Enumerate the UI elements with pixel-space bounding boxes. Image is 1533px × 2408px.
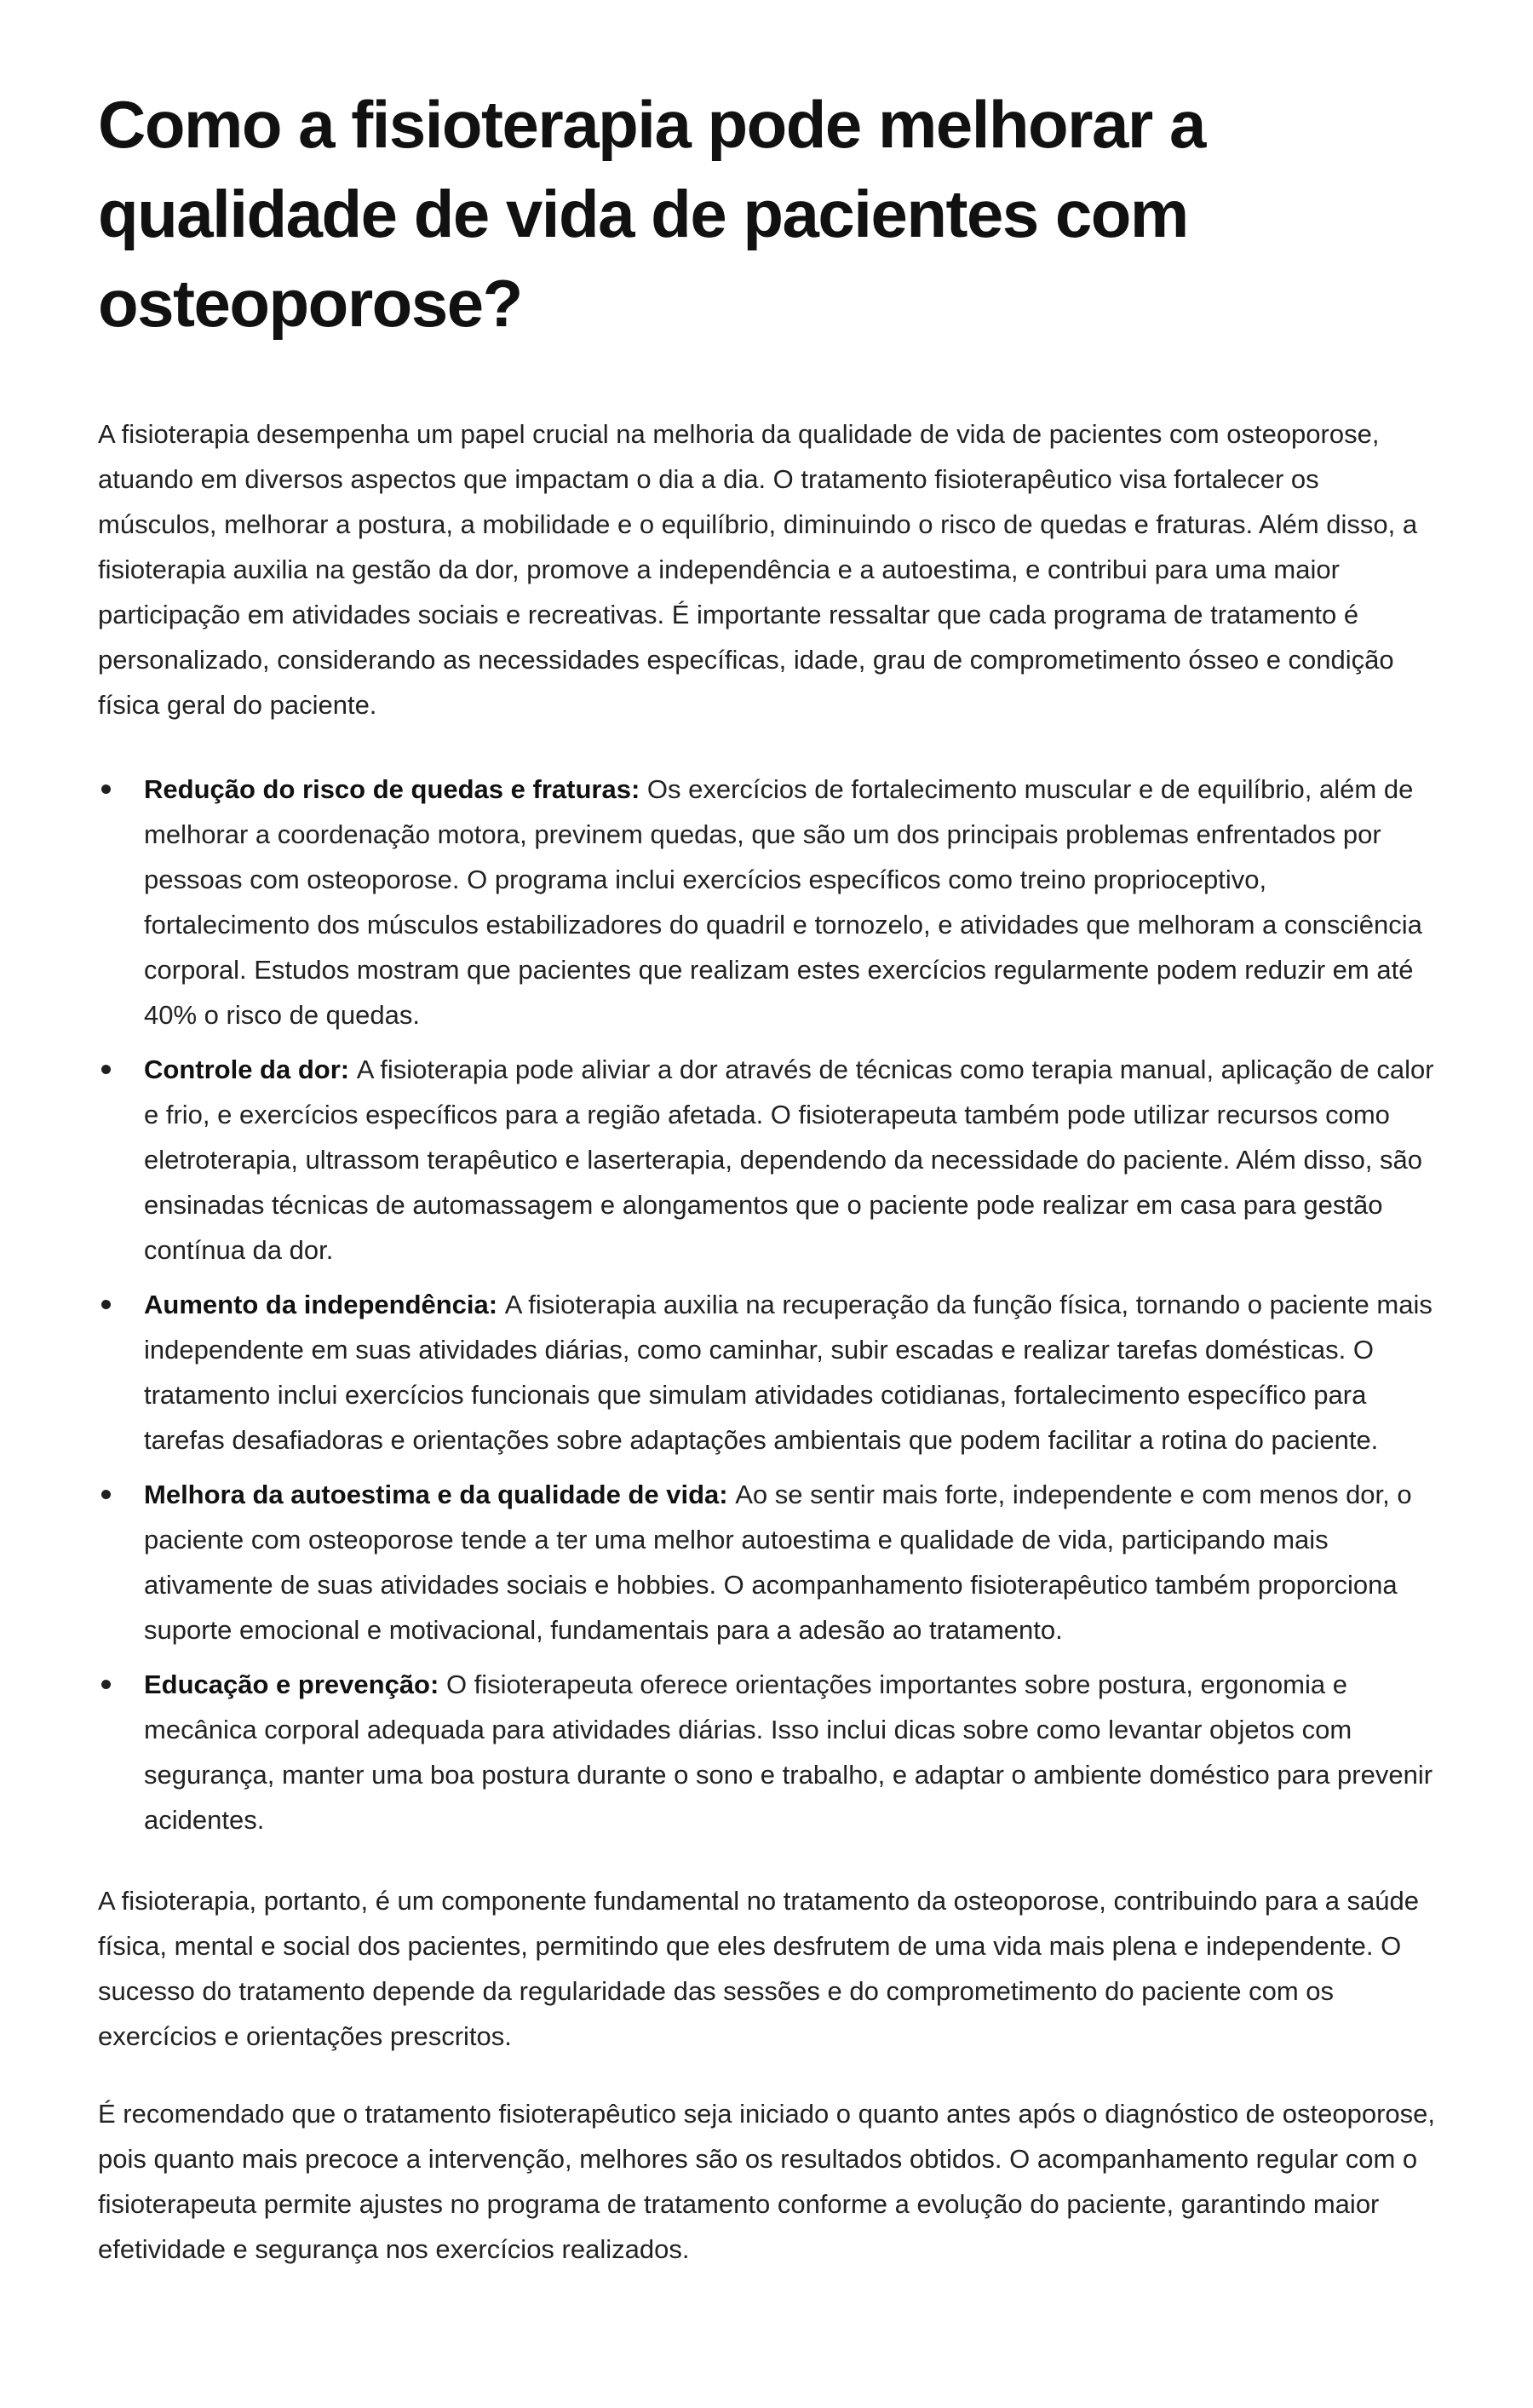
- list-item-text: A fisioterapia pode aliviar a dor através de técnicas como terapia manual, aplicação de calor e frio, e exercícios específicos para a região afetada. O fisioterapeuta também pode utilizar recursos como eletroterapia, ultrassom terapêutico e laserterapia, dependendo da necessidade do paciente. Além disso, são ensinadas técnicas de automassagem e alongamentos que o paciente pode realizar em casa para gestão contínua da dor.: [144, 1055, 1434, 1265]
- list-item-text: A fisioterapia auxilia na recuperação da função física, tornando o paciente mais independente em suas atividades diárias, como caminhar, subir escadas e realizar tarefas domésticas. O tratamento inclui exercícios funcionais que simulam atividades cotidianas, fortalecimento específico para tarefas desafiadoras e orientações sobre adaptações ambientais que podem facilitar a rotina do paciente.: [144, 1290, 1433, 1455]
- list-item: [98, 767, 1437, 1037]
- list-item: [98, 1662, 1437, 1842]
- list-item-text: O fisioterapeuta oferece orientações importantes sobre postura, ergonomia e mecânica corporal adequada para atividades diárias. Isso inclui dicas sobre como levantar objetos com segurança, manter uma boa postura durante o sono e trabalho, e adaptar o ambiente doméstico para prevenir acidentes.: [144, 1670, 1433, 1835]
- bullet-icon: [101, 1680, 111, 1689]
- conclusion-paragraph: A fisioterapia, portanto, é um componente fundamental no tratamento da osteoporose, contribuindo para a saúde física, mental e social dos pacientes, permitindo que eles desfrutem de uma vida mais plena e independente. O sucesso do tratamento depende da regularidade das sessões e do comprometimento do paciente com os exercícios e orientações prescritos.: [98, 1886, 1420, 2051]
- list-item-term: Controle da dor:: [144, 1055, 357, 1084]
- list-item-term: Educação e prevenção:: [144, 1670, 446, 1699]
- article-title: Como a fisioterapia pode melhorar a qualidade de vida de pacientes com osteoporose?: [98, 87, 1205, 341]
- intro-paragraph: A fisioterapia desempenha um papel crucial na melhoria da qualidade de vida de pacientes com osteoporose, atuando em diversos aspectos que impactam o dia a dia. O tratamento fisioterapêutico visa fortalecer os músculos, melhorar a postura, a mobilidade e o equilíbrio, diminuindo o risco de quedas e fraturas. Além disso, a fisioterapia auxilia na gestão da dor, promove a independência e a autoestima, e contribui para uma maior participação em atividades sociais e recreativas. É importante ressaltar que cada programa de tratamento é personalizado, considerando as necessidades específicas, idade, grau de comprometimento ósseo e condição física geral do paciente.: [98, 419, 1418, 720]
- list-item: [98, 1282, 1437, 1463]
- list-item-term: Redução do risco de quedas e fraturas:: [144, 774, 647, 804]
- bullet-icon: [101, 1490, 111, 1499]
- bullet-icon: [101, 1065, 111, 1074]
- benefits-list: [98, 767, 1435, 1842]
- list-item: [98, 1047, 1437, 1273]
- recommendation-paragraph: É recomendado que o tratamento fisioterapêutico seja iniciado o quanto antes após o diagnóstico de osteoporose, pois quanto mais precoce a intervenção, melhores são os resultados obtidos. O acompanhamento regular com o fisioterapeuta permite ajustes no programa de tratamento conforme a evolução do paciente, garantindo maior efetividade e segurança nos exercícios realizados.: [98, 2099, 1435, 2264]
- bullet-icon: [101, 784, 111, 794]
- list-item-text: Os exercícios de fortalecimento muscular e de equilíbrio, além de melhorar a coordenação motora, previnem quedas, que são um dos principais problemas enfrentados por pessoas com osteoporose. O programa inclui exercícios específicos como treino proprioceptivo, fortalecimento dos músculos estabilizadores do quadril e tornozelo, e atividades que melhoram a consciência corporal. Estudos mostram que pacientes que realizam estes exercícios regularmente podem reduzir em até 40% o risco de quedas.: [144, 774, 1422, 1030]
- bullet-icon: [101, 1300, 111, 1309]
- list-item-term: Melhora da autoestima e da qualidade de vida:: [144, 1480, 736, 1509]
- list-item-text: Ao se sentir mais forte, independente e com menos dor, o paciente com osteoporose tende a ter uma melhor autoestima e qualidade de vida, participando mais ativamente de suas atividades sociais e hobbies. O acompanhamento fisioterapêutico também proporciona suporte emocional e motivacional, fundamentais para a adesão ao tratamento.: [144, 1480, 1412, 1645]
- list-item-term: Aumento da independência:: [144, 1290, 505, 1319]
- list-item: [98, 1472, 1437, 1652]
